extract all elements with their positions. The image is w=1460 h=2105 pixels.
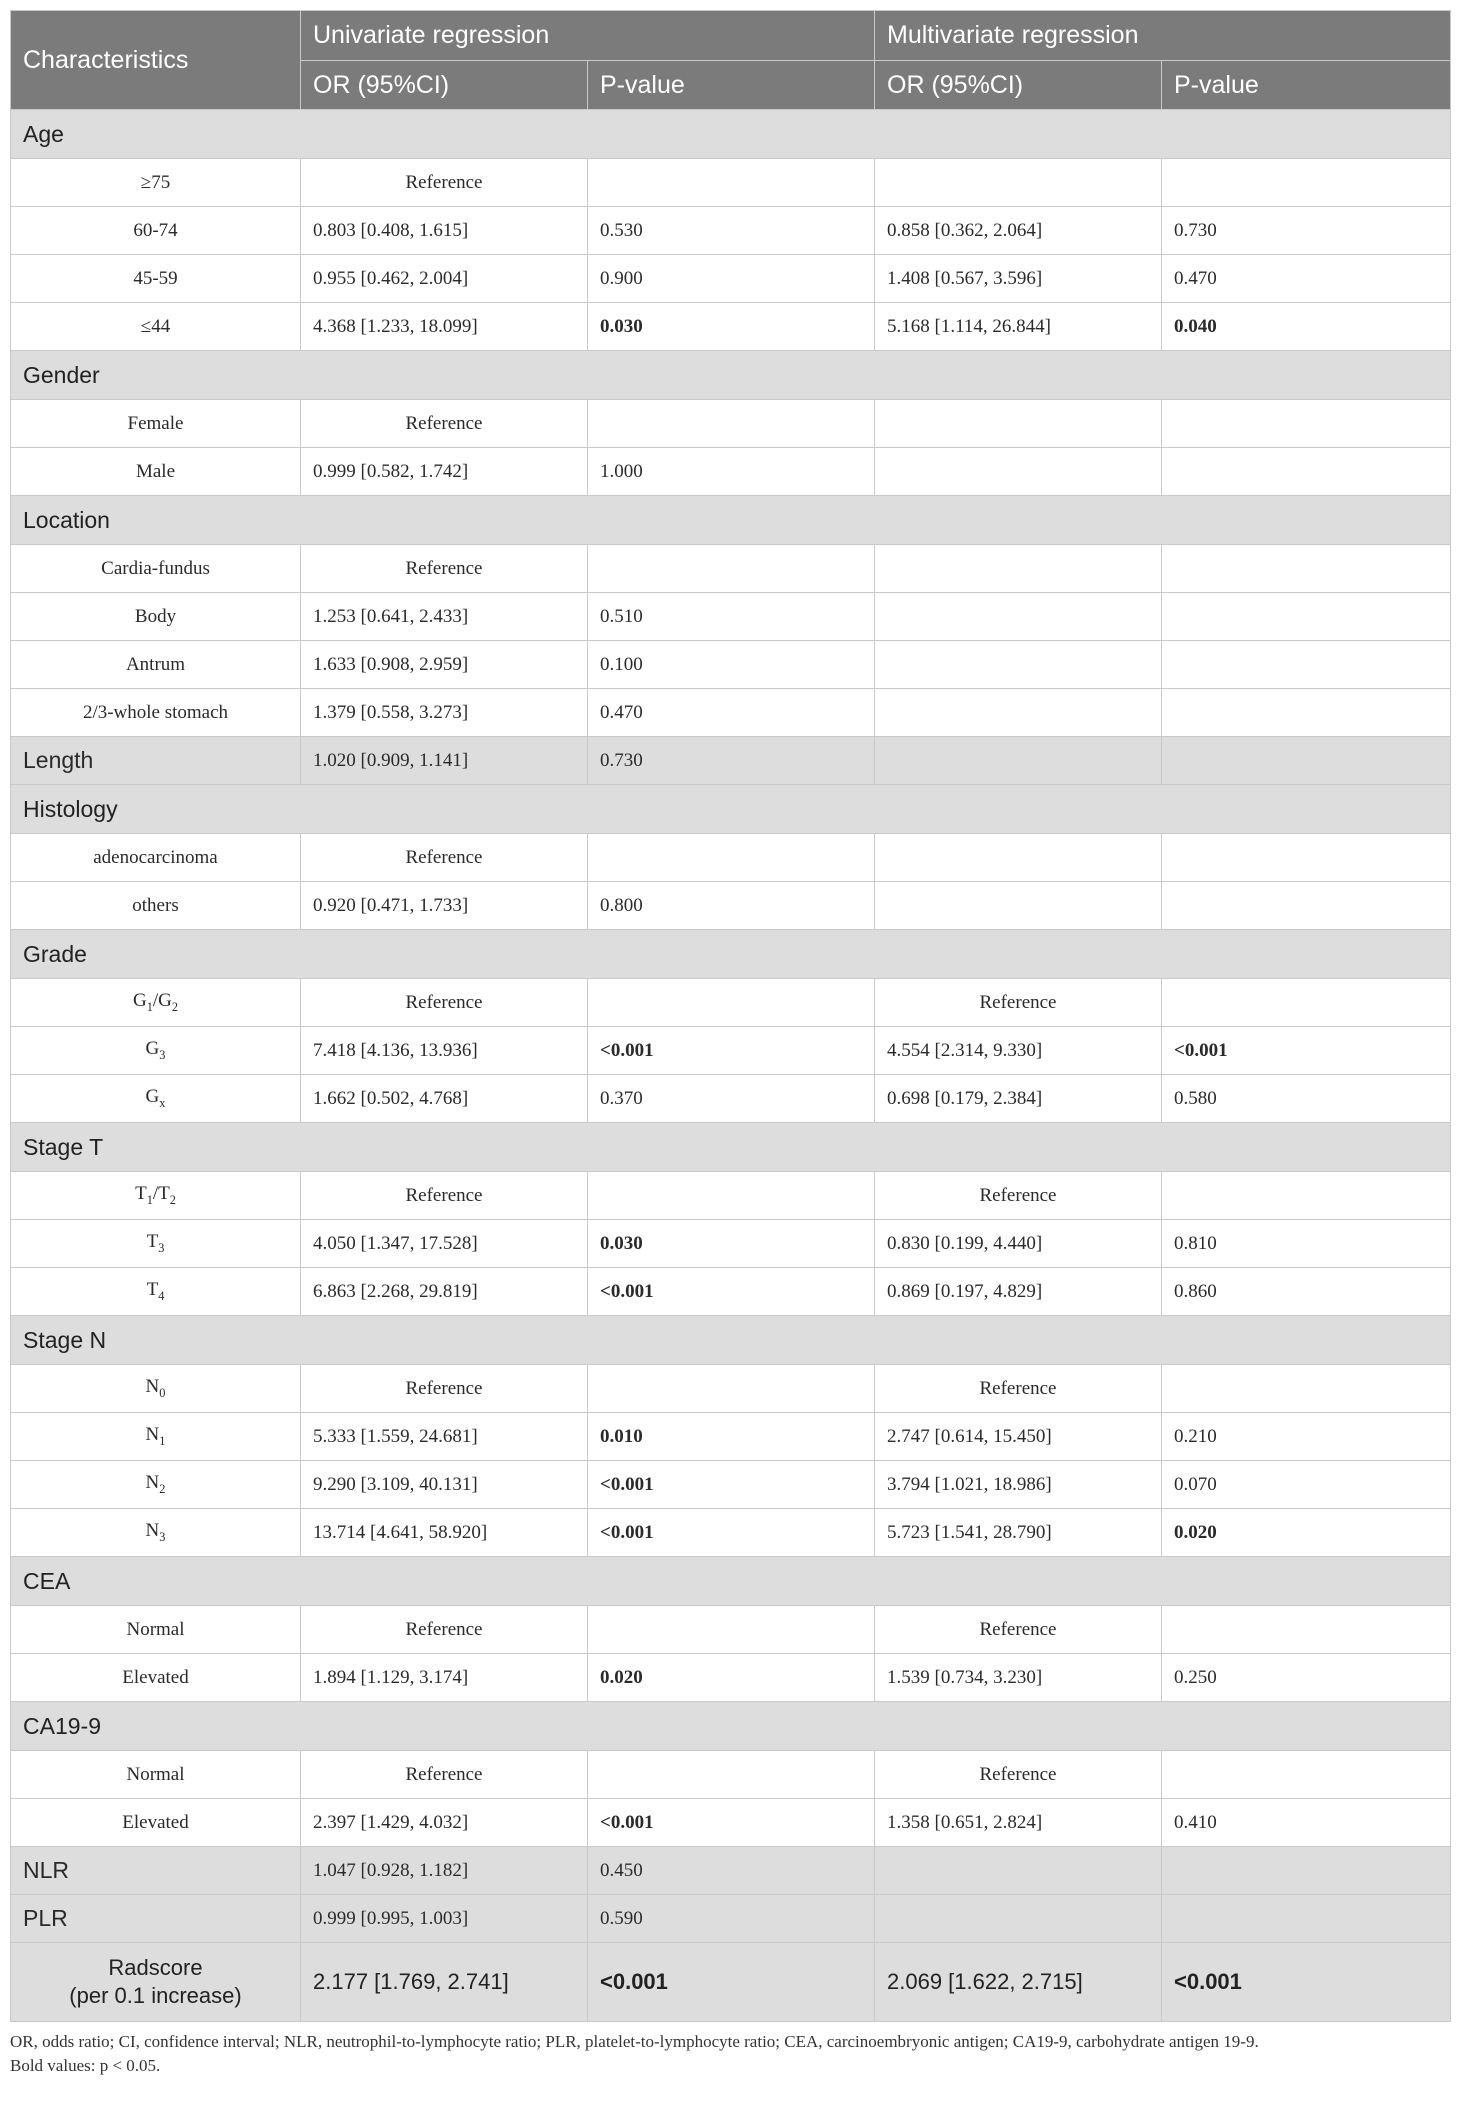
group-label: CEA bbox=[11, 1557, 1451, 1606]
table-row bbox=[11, 1220, 1451, 1268]
univariate-p: 0.590 bbox=[588, 1895, 875, 1943]
multivariate-or bbox=[875, 593, 1162, 641]
univariate-or: Reference bbox=[301, 1751, 588, 1799]
footnotes bbox=[10, 2030, 1450, 2078]
group-label: Histology bbox=[11, 785, 1451, 834]
multivariate-p bbox=[1162, 1172, 1451, 1220]
category-text: ≤44 bbox=[140, 315, 171, 337]
category-text: ≥75 bbox=[140, 171, 171, 193]
group-label: Grade bbox=[11, 930, 1451, 979]
category-cell bbox=[11, 1799, 301, 1847]
univariate-p bbox=[588, 545, 875, 593]
univariate-or: Reference bbox=[301, 1606, 588, 1654]
univariate-or: 13.714 [4.641, 58.920] bbox=[301, 1509, 588, 1557]
group-header-row bbox=[11, 1316, 1451, 1365]
table-row bbox=[11, 834, 1451, 882]
multivariate-p: 0.020 bbox=[1162, 1509, 1451, 1557]
multivariate-p bbox=[1162, 979, 1451, 1027]
univariate-or: 1.379 [0.558, 3.273] bbox=[301, 689, 588, 737]
category-subscript-2: 2 bbox=[169, 1192, 176, 1207]
group-header-row bbox=[11, 1123, 1451, 1172]
header-univariate-or: OR (95%CI) bbox=[301, 61, 588, 110]
multivariate-or: Reference bbox=[875, 1365, 1162, 1413]
category-text: T bbox=[135, 1183, 147, 1205]
table-row bbox=[11, 1075, 1451, 1123]
multivariate-p: 0.210 bbox=[1162, 1413, 1451, 1461]
univariate-p bbox=[588, 1172, 875, 1220]
radscore-multivariate-or: 2.069 [1.622, 2.715] bbox=[875, 1943, 1162, 2022]
multivariate-or bbox=[875, 882, 1162, 930]
univariate-or: 0.955 [0.462, 2.004] bbox=[301, 255, 588, 303]
category-text: G bbox=[145, 1086, 160, 1108]
univariate-or: 0.999 [0.995, 1.003] bbox=[301, 1895, 588, 1943]
header-multivariate-p: P-value bbox=[1162, 61, 1451, 110]
group-header-row bbox=[11, 110, 1451, 159]
multivariate-p: 0.470 bbox=[1162, 255, 1451, 303]
multivariate-or: Reference bbox=[875, 1172, 1162, 1220]
category-subscript: 3 bbox=[159, 1529, 166, 1544]
univariate-p bbox=[588, 979, 875, 1027]
category-text: T bbox=[146, 1231, 159, 1253]
regression-table bbox=[10, 10, 1451, 2022]
category-cell bbox=[11, 834, 301, 882]
radscore-label-line1: Radscore bbox=[108, 1955, 203, 1980]
header-characteristics: Characteristics bbox=[11, 11, 301, 110]
univariate-p: 0.530 bbox=[588, 207, 875, 255]
table-row bbox=[11, 1654, 1451, 1702]
category-text-2: /G bbox=[152, 990, 172, 1012]
category-text: others bbox=[132, 894, 179, 916]
category-text: adenocarcinoma bbox=[93, 846, 218, 868]
radscore-univariate-or: 2.177 [1.769, 2.741] bbox=[301, 1943, 588, 2022]
category-cell bbox=[11, 1751, 301, 1799]
table-row bbox=[11, 1461, 1451, 1509]
category-text: Body bbox=[134, 605, 177, 627]
univariate-p bbox=[588, 1606, 875, 1654]
category-text: N bbox=[145, 1424, 160, 1446]
multivariate-p bbox=[1162, 545, 1451, 593]
multivariate-p bbox=[1162, 1751, 1451, 1799]
univariate-or: Reference bbox=[301, 1365, 588, 1413]
multivariate-or bbox=[875, 159, 1162, 207]
univariate-p: <0.001 bbox=[588, 1799, 875, 1847]
table-row bbox=[11, 255, 1451, 303]
multivariate-or: Reference bbox=[875, 1606, 1162, 1654]
univariate-or: 4.368 [1.233, 18.099] bbox=[301, 303, 588, 351]
multivariate-or: 1.539 [0.734, 3.230] bbox=[875, 1654, 1162, 1702]
multivariate-or: Reference bbox=[875, 979, 1162, 1027]
multivariate-or bbox=[875, 448, 1162, 496]
category-text: N bbox=[145, 1520, 160, 1542]
multivariate-or: 5.168 [1.114, 26.844] bbox=[875, 303, 1162, 351]
category-cell bbox=[11, 979, 301, 1027]
multivariate-p bbox=[1162, 834, 1451, 882]
univariate-or: Reference bbox=[301, 1172, 588, 1220]
multivariate-or: 1.358 [0.651, 2.824] bbox=[875, 1799, 1162, 1847]
header-univariate-p: P-value bbox=[588, 61, 875, 110]
radscore-label bbox=[11, 1943, 301, 2022]
category-cell bbox=[11, 1027, 301, 1075]
multivariate-p bbox=[1162, 882, 1451, 930]
multivariate-or: 5.723 [1.541, 28.790] bbox=[875, 1509, 1162, 1557]
category-cell bbox=[11, 641, 301, 689]
multivariate-p: 0.810 bbox=[1162, 1220, 1451, 1268]
table-row bbox=[11, 207, 1451, 255]
category-text: 45-59 bbox=[133, 267, 178, 289]
row-label: Length bbox=[11, 737, 301, 785]
univariate-p: 1.000 bbox=[588, 448, 875, 496]
univariate-p: 0.800 bbox=[588, 882, 875, 930]
multivariate-p: 0.070 bbox=[1162, 1461, 1451, 1509]
univariate-or: Reference bbox=[301, 159, 588, 207]
multivariate-p bbox=[1162, 641, 1451, 689]
univariate-or: 4.050 [1.347, 17.528] bbox=[301, 1220, 588, 1268]
category-cell bbox=[11, 159, 301, 207]
univariate-or: 1.047 [0.928, 1.182] bbox=[301, 1847, 588, 1895]
category-text: Male bbox=[135, 460, 176, 482]
univariate-or: 7.418 [4.136, 13.936] bbox=[301, 1027, 588, 1075]
row-label: PLR bbox=[11, 1895, 301, 1943]
category-text: Normal bbox=[126, 1618, 185, 1640]
table-row bbox=[11, 1365, 1451, 1413]
univariate-p: 0.030 bbox=[588, 1220, 875, 1268]
multivariate-or: 1.408 [0.567, 3.596] bbox=[875, 255, 1162, 303]
table-row bbox=[11, 1413, 1451, 1461]
table-row bbox=[11, 1799, 1451, 1847]
table-row bbox=[11, 979, 1451, 1027]
multivariate-or bbox=[875, 400, 1162, 448]
row-label: NLR bbox=[11, 1847, 301, 1895]
group-header-row bbox=[11, 930, 1451, 979]
group-label: CA19-9 bbox=[11, 1702, 1451, 1751]
category-cell bbox=[11, 255, 301, 303]
category-text: Female bbox=[127, 412, 184, 434]
univariate-or: Reference bbox=[301, 545, 588, 593]
footnote-abbreviations: OR, odds ratio; CI, confidence interval; NLR, neutrophil-to-lymphocyte ratio; PLR, platelet-to-lymphocyte ratio; CEA, carcinoembryonic antigen; CA19-9, carbohydrate antigen 19-9. bbox=[10, 2032, 1259, 2051]
category-subscript: 1 bbox=[146, 999, 153, 1014]
table-row bbox=[11, 1847, 1451, 1895]
univariate-p: 0.030 bbox=[588, 303, 875, 351]
category-text-2: /T bbox=[152, 1183, 170, 1205]
category-cell bbox=[11, 1461, 301, 1509]
univariate-p: 0.010 bbox=[588, 1413, 875, 1461]
table-row bbox=[11, 159, 1451, 207]
univariate-p: <0.001 bbox=[588, 1461, 875, 1509]
category-subscript: 1 bbox=[146, 1192, 153, 1207]
univariate-p: <0.001 bbox=[588, 1268, 875, 1316]
radscore-label-line2: (per 0.1 increase) bbox=[69, 1983, 242, 2008]
category-text: Elevated bbox=[122, 1666, 189, 1688]
header-multivariate: Multivariate regression bbox=[875, 11, 1451, 61]
univariate-p: 0.730 bbox=[588, 737, 875, 785]
univariate-or: 0.999 [0.582, 1.742] bbox=[301, 448, 588, 496]
multivariate-or bbox=[875, 545, 1162, 593]
table-row bbox=[11, 689, 1451, 737]
category-cell bbox=[11, 1606, 301, 1654]
multivariate-p: 0.730 bbox=[1162, 207, 1451, 255]
category-subscript: 1 bbox=[159, 1433, 166, 1448]
multivariate-or: 0.869 [0.197, 4.829] bbox=[875, 1268, 1162, 1316]
category-cell bbox=[11, 545, 301, 593]
univariate-or: 2.397 [1.429, 4.032] bbox=[301, 1799, 588, 1847]
category-text: G bbox=[132, 990, 147, 1012]
multivariate-or: 0.698 [0.179, 2.384] bbox=[875, 1075, 1162, 1123]
univariate-p bbox=[588, 1365, 875, 1413]
header-univariate: Univariate regression bbox=[301, 11, 875, 61]
group-label: Gender bbox=[11, 351, 1451, 400]
group-label: Location bbox=[11, 496, 1451, 545]
univariate-p: 0.450 bbox=[588, 1847, 875, 1895]
category-cell bbox=[11, 689, 301, 737]
multivariate-p: 0.250 bbox=[1162, 1654, 1451, 1702]
multivariate-p: <0.001 bbox=[1162, 1027, 1451, 1075]
category-subscript: 4 bbox=[158, 1288, 165, 1303]
category-cell bbox=[11, 1509, 301, 1557]
radscore-row bbox=[11, 1943, 1451, 2022]
table-body bbox=[11, 110, 1451, 2022]
multivariate-or: 3.794 [1.021, 18.986] bbox=[875, 1461, 1162, 1509]
multivariate-p: 0.410 bbox=[1162, 1799, 1451, 1847]
univariate-or: 1.894 [1.129, 3.174] bbox=[301, 1654, 588, 1702]
univariate-p: 0.510 bbox=[588, 593, 875, 641]
group-header-row bbox=[11, 1702, 1451, 1751]
category-cell bbox=[11, 303, 301, 351]
table-row bbox=[11, 1606, 1451, 1654]
multivariate-or bbox=[875, 834, 1162, 882]
category-cell bbox=[11, 1075, 301, 1123]
header-multivariate-or: OR (95%CI) bbox=[875, 61, 1162, 110]
univariate-or: Reference bbox=[301, 400, 588, 448]
group-header-row bbox=[11, 351, 1451, 400]
table-row bbox=[11, 1895, 1451, 1943]
multivariate-p bbox=[1162, 1365, 1451, 1413]
multivariate-p bbox=[1162, 1606, 1451, 1654]
table-row bbox=[11, 545, 1451, 593]
category-text: N bbox=[145, 1376, 160, 1398]
category-text: Antrum bbox=[125, 653, 186, 675]
multivariate-p bbox=[1162, 448, 1451, 496]
group-label: Stage N bbox=[11, 1316, 1451, 1365]
multivariate-or: 0.830 [0.199, 4.440] bbox=[875, 1220, 1162, 1268]
multivariate-p: 0.580 bbox=[1162, 1075, 1451, 1123]
category-cell bbox=[11, 593, 301, 641]
category-subscript-2: 2 bbox=[171, 999, 179, 1014]
table-row bbox=[11, 1509, 1451, 1557]
category-cell bbox=[11, 400, 301, 448]
multivariate-or bbox=[875, 689, 1162, 737]
multivariate-p: 0.860 bbox=[1162, 1268, 1451, 1316]
univariate-p: 0.020 bbox=[588, 1654, 875, 1702]
multivariate-or: Reference bbox=[875, 1751, 1162, 1799]
category-text: G bbox=[145, 1038, 160, 1060]
footnote-bold-note: Bold values: p < 0.05. bbox=[10, 2056, 161, 2075]
multivariate-p: 0.040 bbox=[1162, 303, 1451, 351]
univariate-or: 5.333 [1.559, 24.681] bbox=[301, 1413, 588, 1461]
univariate-or: 0.803 [0.408, 1.615] bbox=[301, 207, 588, 255]
category-cell bbox=[11, 1172, 301, 1220]
multivariate-p bbox=[1162, 689, 1451, 737]
category-cell bbox=[11, 1413, 301, 1461]
multivariate-p bbox=[1162, 1847, 1451, 1895]
univariate-p: 0.370 bbox=[588, 1075, 875, 1123]
table-row bbox=[11, 1027, 1451, 1075]
univariate-or: Reference bbox=[301, 979, 588, 1027]
univariate-p: <0.001 bbox=[588, 1027, 875, 1075]
category-subscript: 2 bbox=[159, 1481, 166, 1496]
univariate-p: 0.470 bbox=[588, 689, 875, 737]
multivariate-p bbox=[1162, 593, 1451, 641]
univariate-or: Reference bbox=[301, 834, 588, 882]
univariate-or: 1.253 [0.641, 2.433] bbox=[301, 593, 588, 641]
multivariate-p bbox=[1162, 159, 1451, 207]
univariate-or: 9.290 [3.109, 40.131] bbox=[301, 1461, 588, 1509]
table-row bbox=[11, 882, 1451, 930]
category-text: T bbox=[146, 1279, 159, 1301]
multivariate-or bbox=[875, 1895, 1162, 1943]
table-header bbox=[11, 11, 1451, 110]
table-row bbox=[11, 448, 1451, 496]
table-row bbox=[11, 737, 1451, 785]
group-header-row bbox=[11, 1557, 1451, 1606]
category-text: Elevated bbox=[122, 1811, 189, 1833]
univariate-or: 0.920 [0.471, 1.733] bbox=[301, 882, 588, 930]
category-cell bbox=[11, 882, 301, 930]
multivariate-or: 2.747 [0.614, 15.450] bbox=[875, 1413, 1162, 1461]
univariate-or: 1.020 [0.909, 1.141] bbox=[301, 737, 588, 785]
univariate-or: 6.863 [2.268, 29.819] bbox=[301, 1268, 588, 1316]
group-label: Age bbox=[11, 110, 1451, 159]
univariate-or: 1.662 [0.502, 4.768] bbox=[301, 1075, 588, 1123]
category-text: Cardia-fundus bbox=[101, 557, 210, 579]
univariate-p bbox=[588, 400, 875, 448]
category-cell bbox=[11, 1268, 301, 1316]
table-row bbox=[11, 1172, 1451, 1220]
category-subscript: 3 bbox=[159, 1047, 166, 1062]
univariate-p: 0.100 bbox=[588, 641, 875, 689]
table-row bbox=[11, 641, 1451, 689]
category-text: 2/3-whole stomach bbox=[82, 701, 229, 723]
group-label: Stage T bbox=[11, 1123, 1451, 1172]
univariate-p: 0.900 bbox=[588, 255, 875, 303]
category-cell bbox=[11, 1654, 301, 1702]
category-subscript: 3 bbox=[158, 1240, 165, 1255]
category-text: N bbox=[145, 1472, 160, 1494]
table-row bbox=[11, 1268, 1451, 1316]
table-row bbox=[11, 400, 1451, 448]
multivariate-or bbox=[875, 737, 1162, 785]
regression-table-figure bbox=[10, 10, 1450, 2078]
multivariate-p bbox=[1162, 400, 1451, 448]
multivariate-or bbox=[875, 641, 1162, 689]
table-row bbox=[11, 303, 1451, 351]
univariate-p: <0.001 bbox=[588, 1509, 875, 1557]
univariate-p bbox=[588, 159, 875, 207]
category-cell bbox=[11, 207, 301, 255]
category-text: Normal bbox=[126, 1763, 185, 1785]
category-cell bbox=[11, 448, 301, 496]
group-header-row bbox=[11, 496, 1451, 545]
table-row bbox=[11, 1751, 1451, 1799]
table-row bbox=[11, 593, 1451, 641]
multivariate-or: 4.554 [2.314, 9.330] bbox=[875, 1027, 1162, 1075]
category-subscript: x bbox=[159, 1095, 166, 1110]
group-header-row bbox=[11, 785, 1451, 834]
univariate-p bbox=[588, 834, 875, 882]
category-cell bbox=[11, 1365, 301, 1413]
category-cell bbox=[11, 1220, 301, 1268]
category-subscript: 0 bbox=[159, 1385, 166, 1400]
multivariate-p bbox=[1162, 737, 1451, 785]
univariate-p bbox=[588, 1751, 875, 1799]
category-text: 60-74 bbox=[133, 219, 178, 241]
univariate-or: 1.633 [0.908, 2.959] bbox=[301, 641, 588, 689]
multivariate-p bbox=[1162, 1895, 1451, 1943]
radscore-univariate-p: <0.001 bbox=[588, 1943, 875, 2022]
multivariate-or: 0.858 [0.362, 2.064] bbox=[875, 207, 1162, 255]
multivariate-or bbox=[875, 1847, 1162, 1895]
radscore-multivariate-p: <0.001 bbox=[1162, 1943, 1451, 2022]
